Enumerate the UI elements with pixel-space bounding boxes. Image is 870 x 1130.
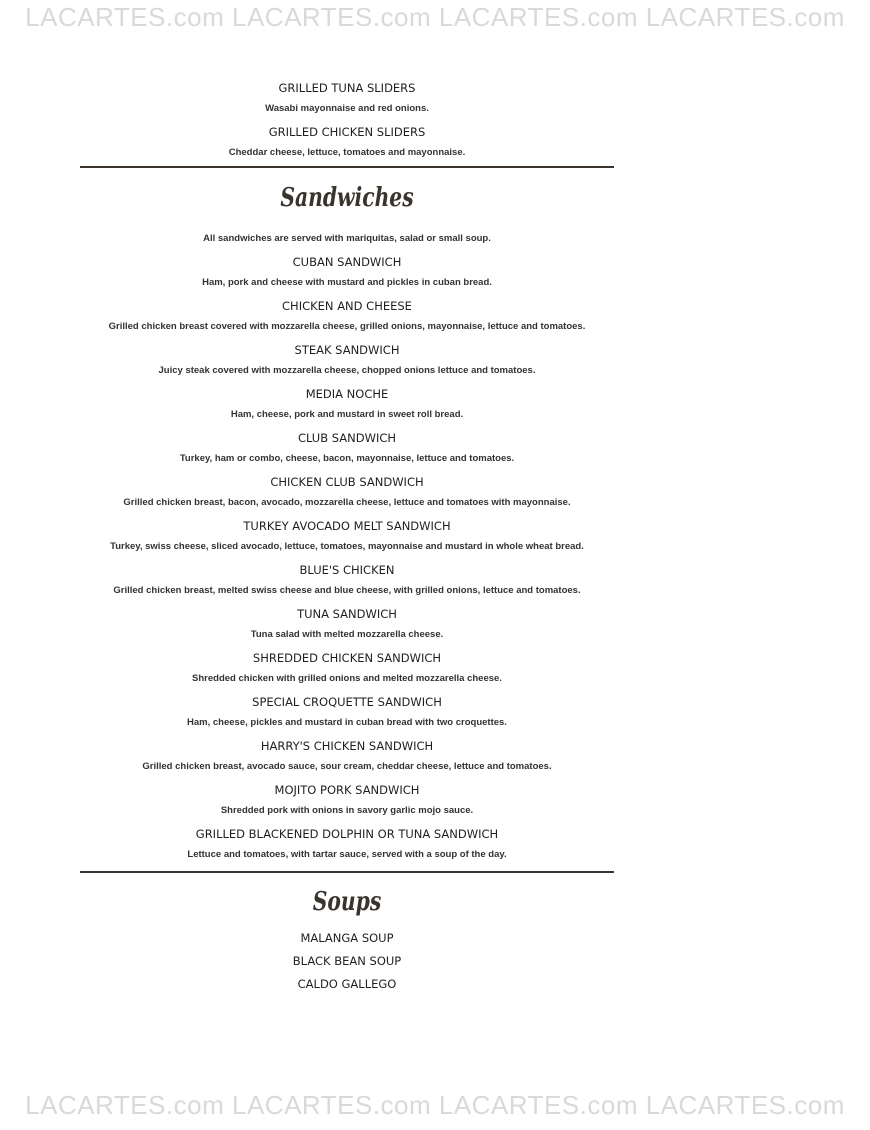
soups-section: [80, 886, 614, 991]
sandwich-list: [80, 255, 614, 861]
menu-page: [80, 80, 614, 991]
item-name: MEDIA NOCHE: [305, 387, 389, 401]
item-name: CLUB SANDWICH: [297, 431, 397, 445]
item-name: TUNA SANDWICH: [297, 607, 397, 621]
section-divider: [80, 166, 614, 168]
item-name: GRILLED TUNA SLIDERS: [278, 81, 416, 95]
item-name: GRILLED CHICKEN SLIDERS: [268, 125, 426, 139]
section-heading: Sandwiches: [280, 183, 414, 213]
sliders-section: [80, 81, 614, 159]
item-description: Grilled chicken breast covered with mozzarella cheese, grilled onions, mayonnaise, lettuce and tomatoes.: [108, 321, 586, 332]
section-divider: [80, 871, 614, 873]
item-name: BLUE'S CHICKEN: [299, 563, 395, 577]
item-description: Ham, pork and cheese with mustard and pickles in cuban bread.: [202, 277, 492, 288]
item-description: Turkey, swiss cheese, sliced avocado, lettuce, tomatoes, mayonnaise and mustard in whole wheat bread.: [110, 541, 584, 552]
sandwiches-section: [80, 182, 614, 861]
item-name: SHREDDED CHICKEN SANDWICH: [252, 651, 442, 665]
item-description: Lettuce and tomatoes, with tartar sauce, served with a soup of the day.: [187, 849, 507, 860]
item-name: STEAK SANDWICH: [294, 343, 400, 357]
item-description: Ham, cheese, pickles and mustard in cuban bread with two croquettes.: [187, 717, 507, 728]
item-description: Cheddar cheese, lettuce, tomatoes and mayonnaise.: [228, 147, 466, 158]
item-description: Tuna salad with melted mozzarella cheese.: [250, 629, 444, 640]
item-name: GRILLED BLACKENED DOLPHIN OR TUNA SANDWICH: [195, 827, 499, 841]
item-description: Wasabi mayonnaise and red onions.: [265, 103, 429, 114]
item-name: MOJITO PORK SANDWICH: [274, 783, 420, 797]
watermark-bottom: LACARTES.com LACARTES.com LACARTES.com LACARTES.com: [25, 1090, 845, 1120]
item-description: Shredded pork with onions in savory garlic mojo sauce.: [220, 805, 474, 816]
item-name: CUBAN SANDWICH: [292, 255, 402, 269]
soup-item: BLACK BEAN SOUP: [292, 954, 402, 968]
item-name: CHICKEN CLUB SANDWICH: [270, 475, 424, 489]
item-description: Ham, cheese, pork and mustard in sweet roll bread.: [230, 409, 464, 420]
item-name: TURKEY AVOCADO MELT SANDWICH: [243, 519, 451, 533]
item-name: SPECIAL CROQUETTE SANDWICH: [252, 695, 442, 709]
item-description: Shredded chicken with grilled onions and melted mozzarella cheese.: [192, 673, 502, 684]
item-description: Grilled chicken breast, melted swiss cheese and blue cheese, with grilled onions, lettuce and tomatoes.: [113, 585, 581, 596]
item-name: HARRY'S CHICKEN SANDWICH: [260, 739, 434, 753]
item-description: Grilled chicken breast, bacon, avocado, mozzarella cheese, lettuce and tomatoes with mayonnaise.: [123, 497, 571, 508]
item-description: Juicy steak covered with mozzarella cheese, chopped onions lettuce and tomatoes.: [158, 365, 536, 376]
soup-list: [80, 931, 614, 991]
section-heading: Soups: [312, 887, 382, 917]
section-intro: All sandwiches are served with mariquitas, salad or small soup.: [203, 233, 491, 244]
item-description: Grilled chicken breast, avocado sauce, sour cream, cheddar cheese, lettuce and tomatoes.: [142, 761, 552, 772]
soup-item: CALDO GALLEGO: [297, 977, 397, 991]
watermark-top: LACARTES.com LACARTES.com LACARTES.com LACARTES.com: [25, 2, 845, 32]
soup-item: MALANGA SOUP: [300, 931, 394, 945]
item-description: Turkey, ham or combo, cheese, bacon, mayonnaise, lettuce and tomatoes.: [179, 453, 515, 464]
item-name: CHICKEN AND CHEESE: [282, 299, 412, 313]
